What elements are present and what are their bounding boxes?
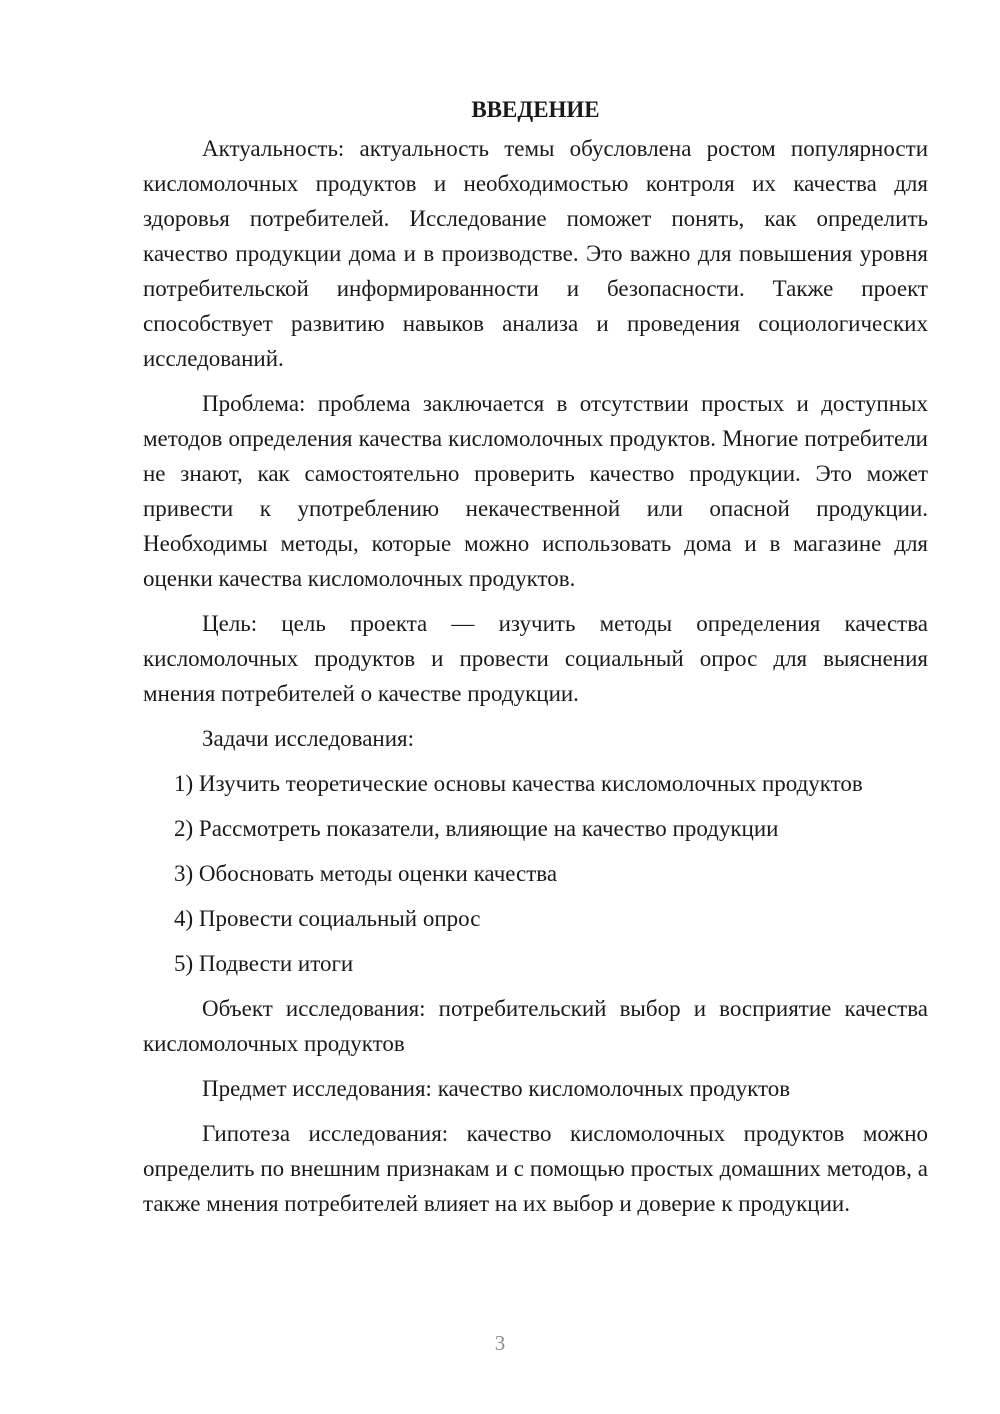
document-page [143, 92, 928, 1231]
goal-paragraph: Цель: цель проекта — изучить методы определения качества кисломолочных продуктов и провести социальный опрос для выяснения мнения потребителей о качестве продукции. [143, 611, 928, 706]
page-title: ВВЕДЕНИЕ [471, 97, 600, 122]
task-item: 5) Подвести итоги [174, 951, 354, 976]
tasks-heading: Задачи исследования: [202, 726, 415, 751]
problem-paragraph: Проблема: проблема заключается в отсутствии простых и доступных методов определения качества кисломолочных продуктов. Многие потребители не знают, как самостоятельно проверить качество продукции. Это может привести к употреблению некачественной или опасной продукции. Необходимы методы, которые можно использовать дома и в магазине для оценки качества кисломолочных продуктов. [143, 391, 928, 591]
task-item: 1) Изучить теоретические основы качества кисломолочных продуктов [174, 771, 863, 796]
object-paragraph: Объект исследования: потребительский выбор и восприятие качества кисломолочных продуктов [143, 996, 928, 1056]
relevance-paragraph: Актуальность: актуальность темы обусловлена ростом популярности кисломолочных продуктов и необходимостью контроля их качества для здоровья потребителей. Исследование поможет понять, как определить качество продукции дома и в производстве. Это важно для повышения уровня потребительской информированности и безопасности. Также проект способствует развитию навыков анализа и проведения социологических исследований. [143, 136, 928, 371]
hypothesis-paragraph: Гипотеза исследования: качество кисломолочных продуктов можно определить по внешним признакам и с помощью простых домашних методов, а также мнения потребителей влияет на их выбор и доверие к продукции. [143, 1121, 928, 1216]
task-item: 4) Провести социальный опрос [174, 906, 481, 931]
page-number: 3 [494, 1331, 506, 1355]
subject-paragraph: Предмет исследования: качество кисломолочных продуктов [202, 1076, 791, 1101]
task-item: 2) Рассмотреть показатели, влияющие на качество продукции [174, 816, 779, 841]
tasks-list [143, 766, 928, 981]
task-item: 3) Обосновать методы оценки качества [174, 861, 558, 886]
